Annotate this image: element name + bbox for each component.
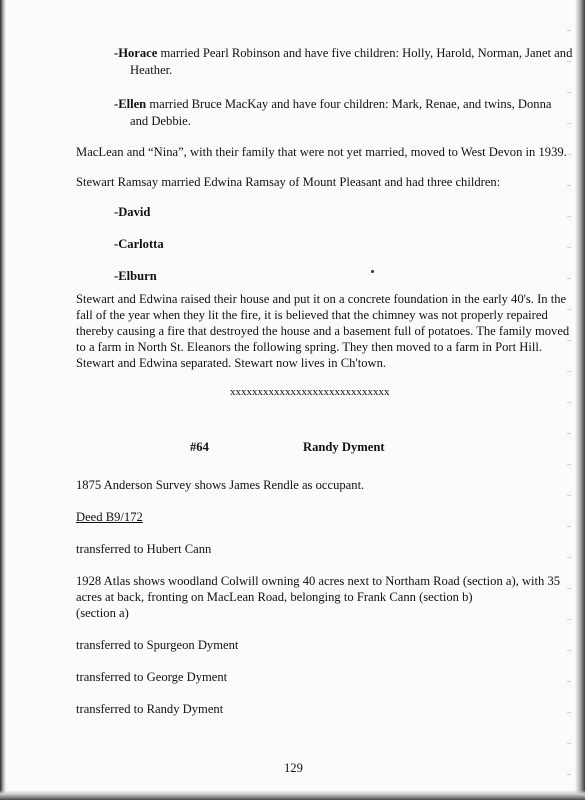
deed-reference: Deed B9/172 <box>76 510 143 524</box>
text-line: (section a) <box>76 606 129 620</box>
text-line: transferred to Spurgeon Dyment <box>76 638 239 652</box>
text-line: transferred to Randy Dyment <box>76 702 224 716</box>
paragraph-line: to a farm in North St. Eleanors the following spring. They then moved to a farm in Port Hill. <box>76 340 543 354</box>
page-number: 129 <box>284 761 303 775</box>
ink-speck <box>371 270 374 273</box>
text-line: -Ellen married Bruce MacKay and have four children: Mark, Renae, and twins, Donna <box>114 97 552 111</box>
paragraph-line: Stewart and Edwina separated. Stewart now lives in Ch'town. <box>76 356 387 370</box>
text-line: acres at back, fronting on MacLean Road, belonging to Frank Cann (section b) <box>76 590 473 604</box>
text-line: 1928 Atlas shows woodland Colwill owning 40 acres next to Northam Road (section a), with 35 <box>76 574 561 588</box>
paragraph-line: fall of the year when they lit the fire, it is believed that the chimney was not properly repaired <box>76 308 548 322</box>
text-line: and Debbie. <box>130 114 191 128</box>
text-line: -Horace married Pearl Robinson and have five children: Holly, Harold, Norman, Janet and <box>114 46 573 60</box>
section-title: Randy Dyment <box>303 440 385 454</box>
text-line: transferred to George Dyment <box>76 670 228 684</box>
scan-edge-left <box>0 0 6 800</box>
child-name: -David <box>114 205 151 219</box>
paragraph-line: Stewart and Edwina raised their house and put it on a concrete foundation in the early 40's. In the <box>76 292 567 306</box>
section-separator: xxxxxxxxxxxxxxxxxxxxxxxxxxxxx <box>230 386 390 398</box>
scan-artifact <box>567 0 571 800</box>
child-name: -Elburn <box>114 269 157 283</box>
paragraph-line: thereby causing a fire that destroyed the house and a basement full of potatoes. The family moved <box>76 324 570 338</box>
scan-edge-right <box>575 0 585 800</box>
text-line: Heather. <box>130 63 173 77</box>
text-line: transferred to Hubert Cann <box>76 542 212 556</box>
text-line: MacLean and “Nina”, with their family that were not yet married, moved to West Devon in 1939. <box>76 145 567 159</box>
scan-edge-bottom <box>0 790 585 800</box>
text-line: 1875 Anderson Survey shows James Rendle as occupant. <box>76 478 365 492</box>
child-name: -Carlotta <box>114 237 164 251</box>
section-number: #64 <box>190 440 209 454</box>
text-line: Stewart Ramsay married Edwina Ramsay of Mount Pleasant and had three children: <box>76 175 501 189</box>
